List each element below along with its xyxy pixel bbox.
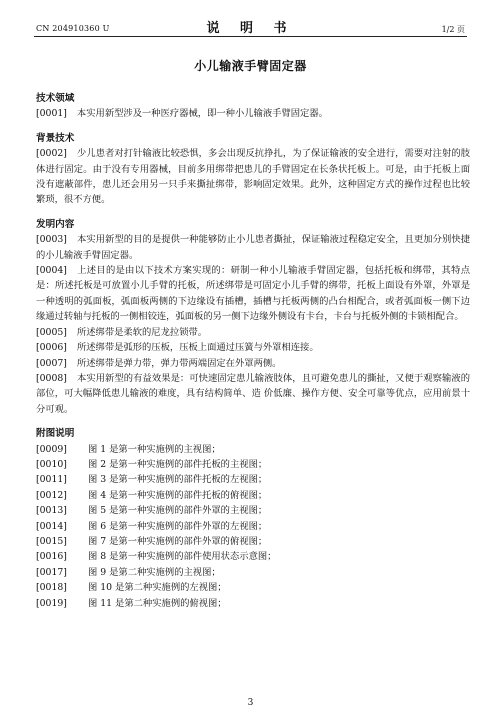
- document-body: [36, 91, 470, 611]
- paragraph-number: [0011]: [36, 474, 67, 486]
- figure-item: [36, 596, 470, 611]
- figure-item: [36, 565, 470, 580]
- figure-list: [36, 442, 470, 611]
- paragraph-number: [0005]: [36, 326, 67, 338]
- paragraph-number: [0008]: [36, 372, 67, 384]
- figure-caption: 图 8 是第一种实施例的部件使用状态示意图；: [88, 551, 277, 563]
- paragraph-number: [0012]: [36, 489, 67, 501]
- paragraph-number: [0015]: [36, 535, 67, 547]
- paragraph-number: [0016]: [36, 551, 67, 563]
- header-divider: [34, 36, 467, 37]
- paragraph-text: 所述绑带是弧形的压板，压板上面通过压簧与外罩相连接。: [76, 342, 319, 354]
- figure-item: [36, 503, 470, 518]
- figure-caption: 图 7 是第一种实施例的部件外罩的俯视图；: [88, 535, 268, 547]
- figure-item: [36, 549, 470, 564]
- section-heading-figures: 附图说明: [36, 428, 75, 440]
- paragraph-text: 本实用新型的有益效果是：可快速固定患儿输液肢体，且可避免患儿的撕扯，又便于观察输液的部位，可大幅降低患儿输液的难度，具有结构简单、造 价低廉、操作方便、安全可靠等优点，应用前景十分可观。: [36, 372, 470, 415]
- page-indicator: 1/2 页: [441, 25, 465, 34]
- figure-caption: 图 5 是第一种实施例的部件外罩的主视图；: [88, 505, 268, 517]
- figure-caption: 图 9 是第二种实施例的主视图；: [88, 566, 221, 578]
- figure-caption: 图 11 是第二种实施例的俯视图；: [88, 597, 227, 609]
- paragraph-number: [0004]: [36, 265, 67, 277]
- figure-item: [36, 534, 470, 549]
- document-title: 小儿输液手臂固定器: [194, 59, 307, 73]
- figure-caption: 图 1 是第一种实施例的主视图；: [88, 443, 221, 455]
- paragraph-number: [0002]: [36, 148, 67, 160]
- paragraph-0007: [36, 356, 470, 371]
- paragraph-number: [0001]: [36, 108, 67, 120]
- figure-item: [36, 519, 470, 534]
- section-heading-content: 发明内容: [36, 218, 75, 230]
- page-number: 3: [247, 698, 254, 708]
- section-heading-background: 背景技术: [36, 132, 75, 144]
- paragraph-number: [0019]: [36, 597, 67, 609]
- paragraph-number: [0018]: [36, 582, 67, 594]
- paragraph-number: [0007]: [36, 357, 67, 369]
- figure-caption: 图 6 是第一种实施例的部件外罩的左视图；: [88, 520, 268, 532]
- paragraph-0008: [36, 371, 470, 417]
- paragraph-0005: [36, 325, 470, 340]
- figure-item: [36, 580, 470, 595]
- section-title: 说 明 书: [206, 21, 295, 36]
- paragraph-0002: [36, 146, 470, 208]
- paragraph-text: 少儿患者对打针输液比较恐惧，多会出现反抗挣扎，为了保证输液的安全进行，需要对注射的肢体进行固定。由于没有专用器械，目前多用绑带把患儿的手臂固定在长条状托板上。可是，由于托板上面没有遮蔽部件，患儿还会用另一只手来撕扯绑带，影响固定效果。此外，这种固定方式的操作过程也比较繁琐，很不方便。: [36, 148, 470, 206]
- paragraph-number: [0006]: [36, 342, 67, 354]
- paragraph-0006: [36, 340, 470, 355]
- figure-item: [36, 442, 470, 457]
- paragraph-0004: [36, 263, 470, 325]
- paragraph-number: [0009]: [36, 443, 67, 455]
- figure-caption: 图 2 是第一种实施例的部件托板的主视图；: [88, 458, 268, 470]
- section-heading-tech-field: 技术领域: [36, 93, 75, 104]
- paragraph-text: 上述目的是由以下技术方案实现的：研制一种小儿输液手臂固定器，包括托板和绑带，其特点是：所述托板是可放置小儿手臂的托板，所述绑带是可固定小儿手臂的绑带，托板上面设有外罩，外罩是一种透明的弧面板，弧面板两侧的下边缘设有插槽，插槽与托板两侧的凸台相配合，或者弧面板一侧下边缘通过转轴与托板的一侧相铰连，弧面板的另一侧下边缘外侧设有卡台，卡台与托板外侧的卡锁相配合。: [36, 265, 470, 323]
- paragraph-number: [0003]: [36, 234, 67, 246]
- figure-item: [36, 457, 470, 472]
- paragraph-number: [0010]: [36, 458, 67, 470]
- paragraph-text: 本实用新型涉及一种医疗器械，即一种小儿输液手臂固定器。: [76, 108, 328, 120]
- doc-number: CN 204910360 U: [36, 24, 110, 33]
- paragraph-text: 所述绑带是弹力带，弹力带两端固定在外罩两侧。: [76, 357, 282, 369]
- figure-caption: 图 3 是第一种实施例的部件托板的左视图；: [88, 474, 268, 486]
- figure-caption: 图 4 是第一种实施例的部件托板的俯视图；: [88, 489, 268, 501]
- paragraph-text: 所述绑带是柔软的尼龙拉锁带。: [76, 326, 208, 338]
- paragraph-number: [0013]: [36, 505, 67, 517]
- paragraph-number: [0014]: [36, 520, 67, 532]
- figure-item: [36, 472, 470, 487]
- figure-item: [36, 488, 470, 503]
- paragraph-text: 本实用新型的目的是提供一种能够防止小儿患者撕扯，保证输液过程稳定安全，且更加分别快捷的小儿输液手臂固定器。: [36, 234, 470, 261]
- paragraph-number: [0017]: [36, 566, 67, 578]
- paragraph-0001: [36, 106, 470, 121]
- figure-caption: 图 10 是第二种实施例的左视图；: [88, 582, 227, 594]
- paragraph-0003: [36, 232, 470, 263]
